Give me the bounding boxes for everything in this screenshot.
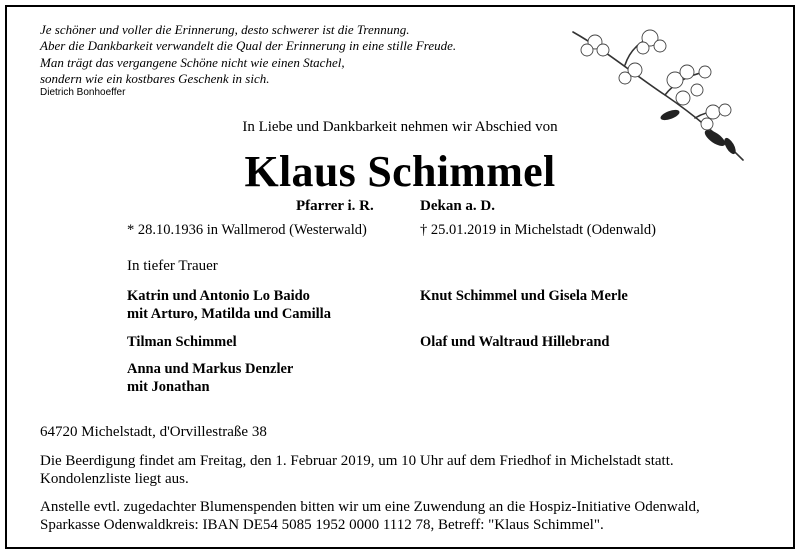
mourner-line: mit Jonathan xyxy=(127,379,210,395)
mourner-group xyxy=(127,287,331,323)
intro-line: In Liebe und Dankbarkeit nehmen wir Abschied von xyxy=(242,119,558,135)
quote-line: Je schöner und voller die Erinnerung, desto schwerer ist die Trennung. xyxy=(40,22,410,37)
funeral-line: Kondolenzliste liegt aus. xyxy=(40,470,189,487)
mourner-group xyxy=(420,287,628,305)
mourner-line: mit Arturo, Matilda und Camilla xyxy=(127,306,331,322)
quote-line: sondern wie ein kostbares Geschenk in sich. xyxy=(40,71,270,87)
title-left: Pfarrer i. R. xyxy=(296,198,374,214)
quote-line: Aber die Dankbarkeit verwandelt die Qual der Erinnerung in eine stille Freude. xyxy=(40,38,457,54)
title-right: Dekan a. D. xyxy=(420,198,496,214)
mourner-line: Anna und Markus Denzler xyxy=(127,361,294,377)
quote-line: Man trägt das vergangene Schöne nicht wie einen Stachel, xyxy=(40,54,345,70)
funeral-info xyxy=(40,453,674,488)
donation-line: Anstelle evtl. zugedachter Blumenspenden bitten wir um eine Zuwendung an die Hospiz-Initiative Odenwald, xyxy=(40,499,700,515)
mourner-group xyxy=(127,360,293,396)
mourner-line: Katrin und Antonio Lo Baido xyxy=(127,288,310,304)
donation-line: Sparkasse Odenwaldkreis: IBAN DE54 5085 1952 0000 1112 78, Betreff: "Klaus Schimmel". xyxy=(40,516,604,533)
mourner-line: Knut Schimmel und Gisela Merle xyxy=(420,288,628,304)
death-date: † 25.01.2019 in Michelstadt (Odenwald) xyxy=(420,222,656,238)
mourner-line: Tilman Schimmel xyxy=(127,334,237,350)
address: 64720 Michelstadt, d'Orvillestraße 38 xyxy=(40,424,267,440)
mourner-group xyxy=(127,333,237,351)
quote-author: Dietrich Bonhoeffer xyxy=(40,87,126,98)
mourner-group xyxy=(420,333,610,351)
donation-info xyxy=(40,499,700,534)
deceased-name: Klaus Schimmel xyxy=(244,147,556,196)
birth-date: * 28.10.1936 in Wallmerod (Westerwald) xyxy=(127,222,367,238)
funeral-line: Die Beerdigung findet am Freitag, den 1. Februar 2019, um 10 Uhr auf dem Friedhof in Michelstadt statt. xyxy=(40,453,674,469)
bonhoeffer-quote xyxy=(40,22,456,88)
mourner-line: Olaf und Waltraud Hillebrand xyxy=(420,334,610,350)
mourning-label: In tiefer Trauer xyxy=(127,258,218,274)
